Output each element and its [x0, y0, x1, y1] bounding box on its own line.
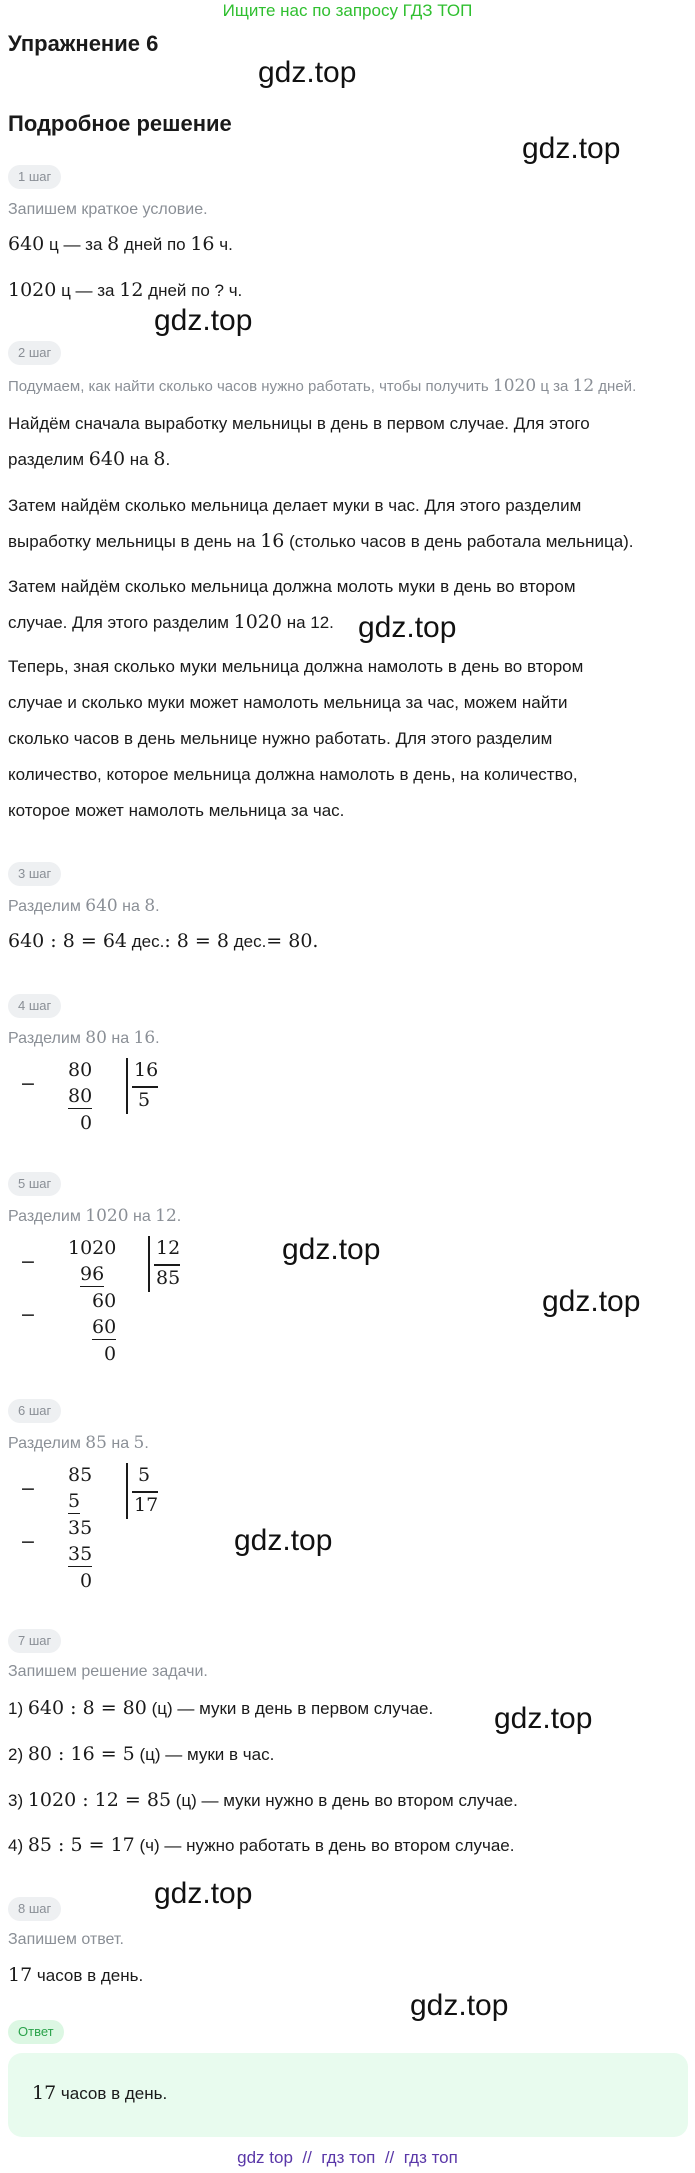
condition-line-2: 1020 ц — за 12 дней по ? ч. [8, 279, 243, 301]
minus-sign: − [20, 1478, 36, 1500]
step-badge: 5 шаг [8, 1172, 61, 1196]
step-badge: 3 шаг [8, 862, 61, 886]
step-badge: 6 шаг [8, 1399, 61, 1423]
solution-line: 4) 85 : 5 = 17 (ч) — нужно работать в день во втором случае. [8, 1834, 515, 1856]
intermediate: 35 [68, 1517, 93, 1539]
step-badge: 1 шаг [8, 165, 61, 189]
footer-links[interactable]: gdz top // гдз топ // гдз топ [237, 2148, 458, 2167]
subtrahend: 5 [68, 1490, 81, 1512]
explanation-line: разделим 640 на 8. [8, 448, 171, 470]
watermark: gdz.top [494, 1702, 593, 1735]
dividend: 85 [68, 1464, 93, 1486]
dividend: 1020 [68, 1237, 117, 1259]
solution-line: 3) 1020 : 12 = 85 (ц) — муки нужно в день во втором случае. [8, 1789, 518, 1811]
page-title: Упражнение 6 [8, 31, 159, 56]
quotient: 17 [134, 1494, 159, 1516]
step-badge: 2 шаг [8, 341, 61, 365]
explanation-line: случае и сколько муки может намолоть мельница за час, можем найти [8, 693, 568, 712]
step-note: Разделим 1020 на 12. [8, 1206, 182, 1226]
solution-line: 1) 640 : 8 = 80 (ц) — муки в день в первом случае. [8, 1697, 434, 1719]
dividend: 80 [68, 1059, 93, 1081]
answer-badge: Ответ [8, 2020, 64, 2044]
explanation-line: сколько часов в день мельнице нужно работать. Для этого разделим [8, 729, 553, 748]
step-note: Разделим 640 на 8. [8, 896, 160, 916]
watermark: gdz.top [522, 132, 621, 165]
minus-sign: − [20, 1251, 36, 1273]
explanation-line: Затем найдём сколько мельница делает муки в час. Для этого разделим [8, 496, 582, 515]
watermark: gdz.top [542, 1285, 641, 1318]
calculation: 640 : 8 = 64 дес.: 8 = 8 дес.= 80. [8, 930, 319, 952]
solution-heading: Подробное решение [8, 111, 232, 136]
solution-line: 2) 80 : 16 = 5 (ц) — муки в час. [8, 1743, 275, 1765]
subtrahend: 35 [68, 1543, 93, 1565]
divisor: 16 [134, 1059, 159, 1081]
subtrahend: 96 [80, 1263, 105, 1285]
explanation-line: выработку мельницы в день на 16 (столько часов в день работала мельница). [8, 530, 634, 552]
minus-sign: − [20, 1304, 36, 1326]
minus-sign: − [20, 1073, 36, 1095]
quotient: 5 [138, 1089, 151, 1111]
watermark: gdz.top [410, 1989, 509, 2022]
watermark: gdz.top [154, 1877, 253, 1910]
divisor: 5 [138, 1464, 151, 1486]
quotient: 85 [156, 1267, 181, 1289]
watermark: gdz.top [358, 611, 457, 644]
step-note: Запишем ответ. [8, 1931, 124, 1948]
step-note: Разделим 85 на 5. [8, 1433, 149, 1453]
explanation-line: количество, которое мельница должна намолоть в день, на количество, [8, 765, 578, 784]
watermark: gdz.top [154, 304, 253, 337]
explanation-line: Затем найдём сколько мельница должна молоть муки в день во втором [8, 577, 576, 596]
step-badge: 7 шаг [8, 1629, 61, 1653]
subtrahend: 60 [92, 1316, 117, 1338]
watermark: gdz.top [234, 1524, 333, 1557]
explanation-line: случае. Для этого разделим 1020 на 12. [8, 611, 334, 633]
step-note: Разделим 80 на 16. [8, 1028, 160, 1048]
intermediate: 60 [92, 1290, 117, 1312]
step-badge: 4 шаг [8, 994, 61, 1018]
watermark: gdz.top [282, 1233, 381, 1266]
explanation-line: Теперь, зная сколько муки мельница должна намолоть в день во втором [8, 657, 584, 676]
divisor: 12 [156, 1237, 181, 1259]
remainder: 0 [104, 1343, 117, 1365]
step-note: Подумаем, как найти сколько часов нужно работать, чтобы получить 1020 ц за 12 дней. [8, 376, 637, 396]
step-note: Запишем решение задачи. [8, 1663, 208, 1680]
condition-line-1: 640 ц — за 8 дней по 16 ч. [8, 233, 233, 255]
step-badge: 8 шаг [8, 1897, 61, 1921]
answer-text: 17 часов в день. [32, 2082, 168, 2104]
explanation-line: которое может намолоть мельница за час. [8, 801, 345, 820]
search-banner[interactable]: Ищите нас по запросу ГДЗ ТОП [222, 1, 473, 20]
subtrahend: 80 [68, 1085, 93, 1107]
answer-line: 17 часов в день. [8, 1964, 144, 1986]
step-note: Запишем краткое условие. [8, 201, 208, 218]
remainder: 0 [80, 1570, 93, 1592]
remainder: 0 [80, 1112, 93, 1134]
minus-sign: − [20, 1531, 36, 1553]
explanation-line: Найдём сначала выработку мельницы в день в первом случае. Для этого [8, 414, 590, 433]
watermark: gdz.top [258, 56, 357, 89]
